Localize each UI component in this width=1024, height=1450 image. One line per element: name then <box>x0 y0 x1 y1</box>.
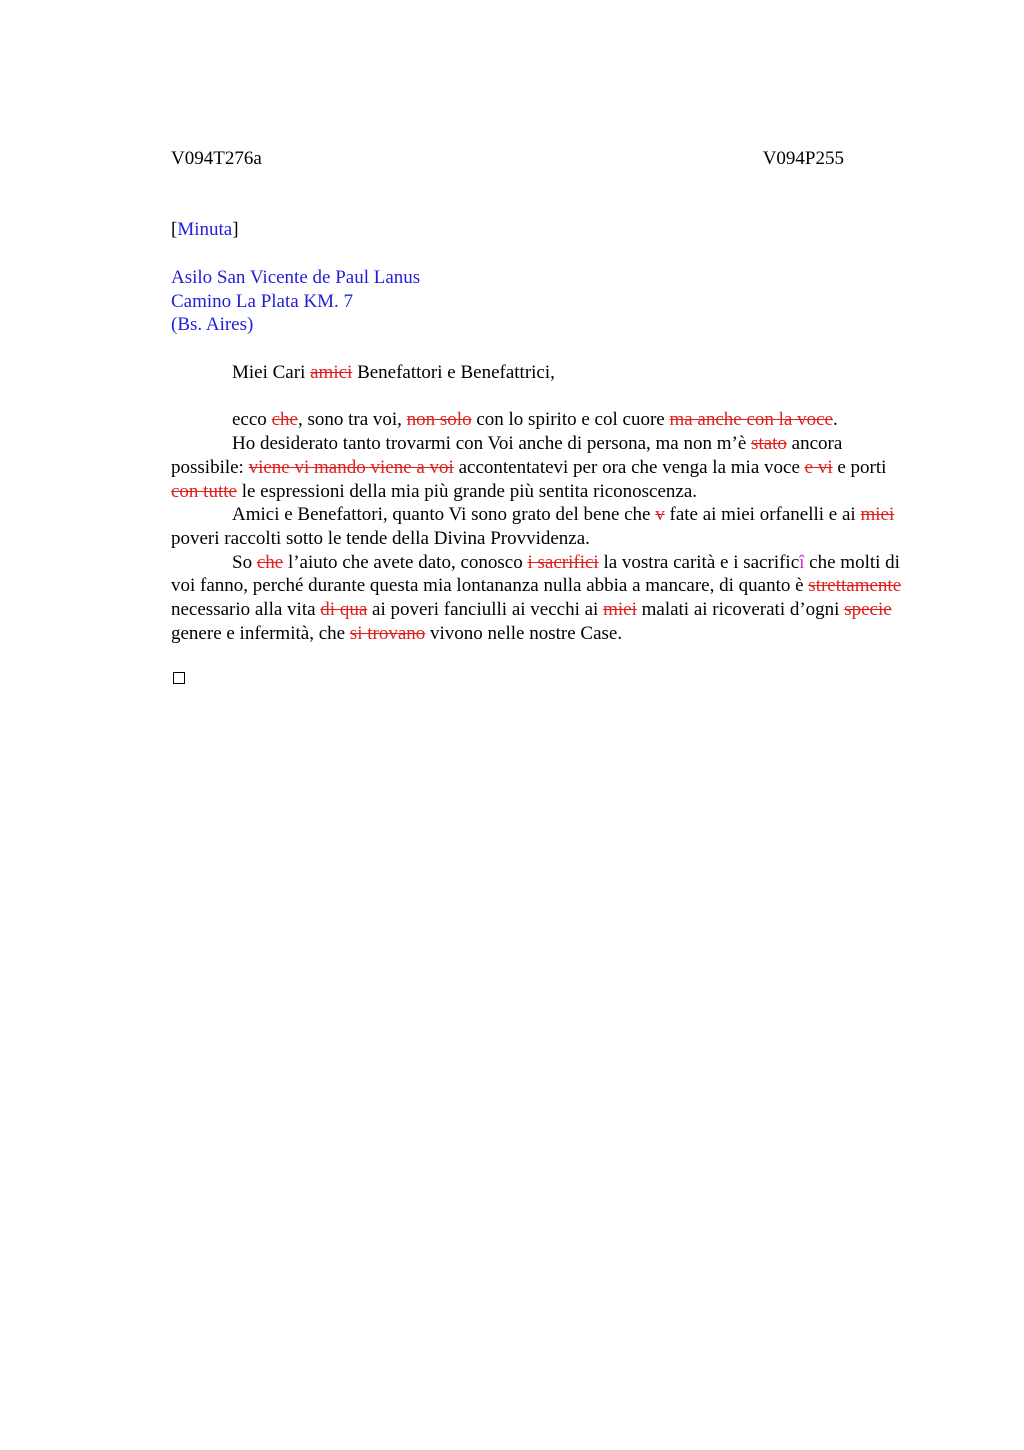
text-run: l’aiuto che avete dato, conosco <box>283 551 528 573</box>
deleted-text: con tutte <box>171 480 237 502</box>
deleted-text: di qua <box>320 599 368 621</box>
paragraph-4 <box>171 551 916 646</box>
text-run: ancora possibile: <box>171 433 843 478</box>
deleted-text: e vi <box>804 456 833 478</box>
deleted-text: miei <box>603 599 637 621</box>
deleted-text: non solo <box>406 409 472 431</box>
text-run: le espressioni della mia più grande più sentita riconoscenza. <box>236 480 698 502</box>
text-run: Ho desiderato tanto trovarmi con Voi anche di persona, ma non m’è <box>232 433 752 455</box>
minuta-label <box>171 218 239 242</box>
deleted-text: viene vi mando viene a voi <box>248 456 454 478</box>
deleted-text: miei <box>860 504 895 526</box>
text-run: Amici e Benefattori, quanto Vi sono grato del bene che <box>232 504 656 526</box>
document-code-right: V094P255 <box>762 148 844 169</box>
text-run: e porti <box>832 456 887 478</box>
deleted-text: che <box>256 551 284 573</box>
end-square-icon <box>173 672 185 684</box>
deleted-text: stato <box>751 433 787 455</box>
text-run: genere e infermità, che <box>171 622 350 644</box>
header-row <box>171 147 844 171</box>
text-run: Miei Cari <box>232 362 311 383</box>
document-code-left: V094T276a <box>171 148 262 169</box>
text-run: ecco <box>232 409 272 431</box>
close-bracket: ] <box>232 219 239 240</box>
text-run: So <box>232 551 257 573</box>
inserted-text: î <box>799 551 805 573</box>
text-run: che molti di voi fanno, perché durante questa mia lontananza nulla abbia a mancare, di quanto è <box>171 551 900 597</box>
deleted-text: i sacrifici <box>527 551 599 573</box>
text-run: . <box>832 409 838 431</box>
text-run: poveri raccolti sotto le tende della Divina Provvidenza. <box>171 527 590 549</box>
text-run: ai poveri fanciulli ai vecchi ai <box>367 599 604 621</box>
deleted-text: si trovano <box>349 622 426 644</box>
paragraph-1 <box>171 408 916 432</box>
deleted-text: che <box>271 409 298 431</box>
open-bracket: [ <box>171 219 178 240</box>
deleted-text: ma anche con la voce <box>669 409 833 431</box>
text-run: necessario alla vita <box>171 599 321 621</box>
text-run: la vostra carità e i sacrific <box>598 551 800 573</box>
deleted-text: v <box>655 504 665 526</box>
paragraph-2 <box>171 432 916 503</box>
salutation <box>171 361 916 385</box>
address-line-3: (Bs. Aires) <box>171 314 254 335</box>
deleted-text: strettamente <box>808 575 902 597</box>
letter-body <box>171 361 916 645</box>
text-run: con lo spirito e col cuore <box>471 409 670 431</box>
recipient-address <box>171 266 420 337</box>
text-run: , sono tra voi, <box>297 409 407 431</box>
text-run: accontentatevi per ora che venga la mia voce <box>453 456 805 478</box>
text-run: fate ai miei orfanelli e ai <box>664 504 861 526</box>
text-run: malati ai ricoverati d’ogni <box>636 599 845 621</box>
deleted-text: specie <box>844 599 892 621</box>
deleted-text: amici <box>310 362 353 383</box>
text-run: Benefattori e Benefattrici, <box>352 362 555 383</box>
paragraph-3 <box>171 503 916 550</box>
address-line-1: Asilo San Vicente de Paul Lanus <box>171 267 421 288</box>
minuta-text: Minuta <box>177 219 233 240</box>
address-line-2: Camino La Plata KM. 7 <box>171 290 354 312</box>
text-run: vivono nelle nostre Case. <box>425 622 623 644</box>
